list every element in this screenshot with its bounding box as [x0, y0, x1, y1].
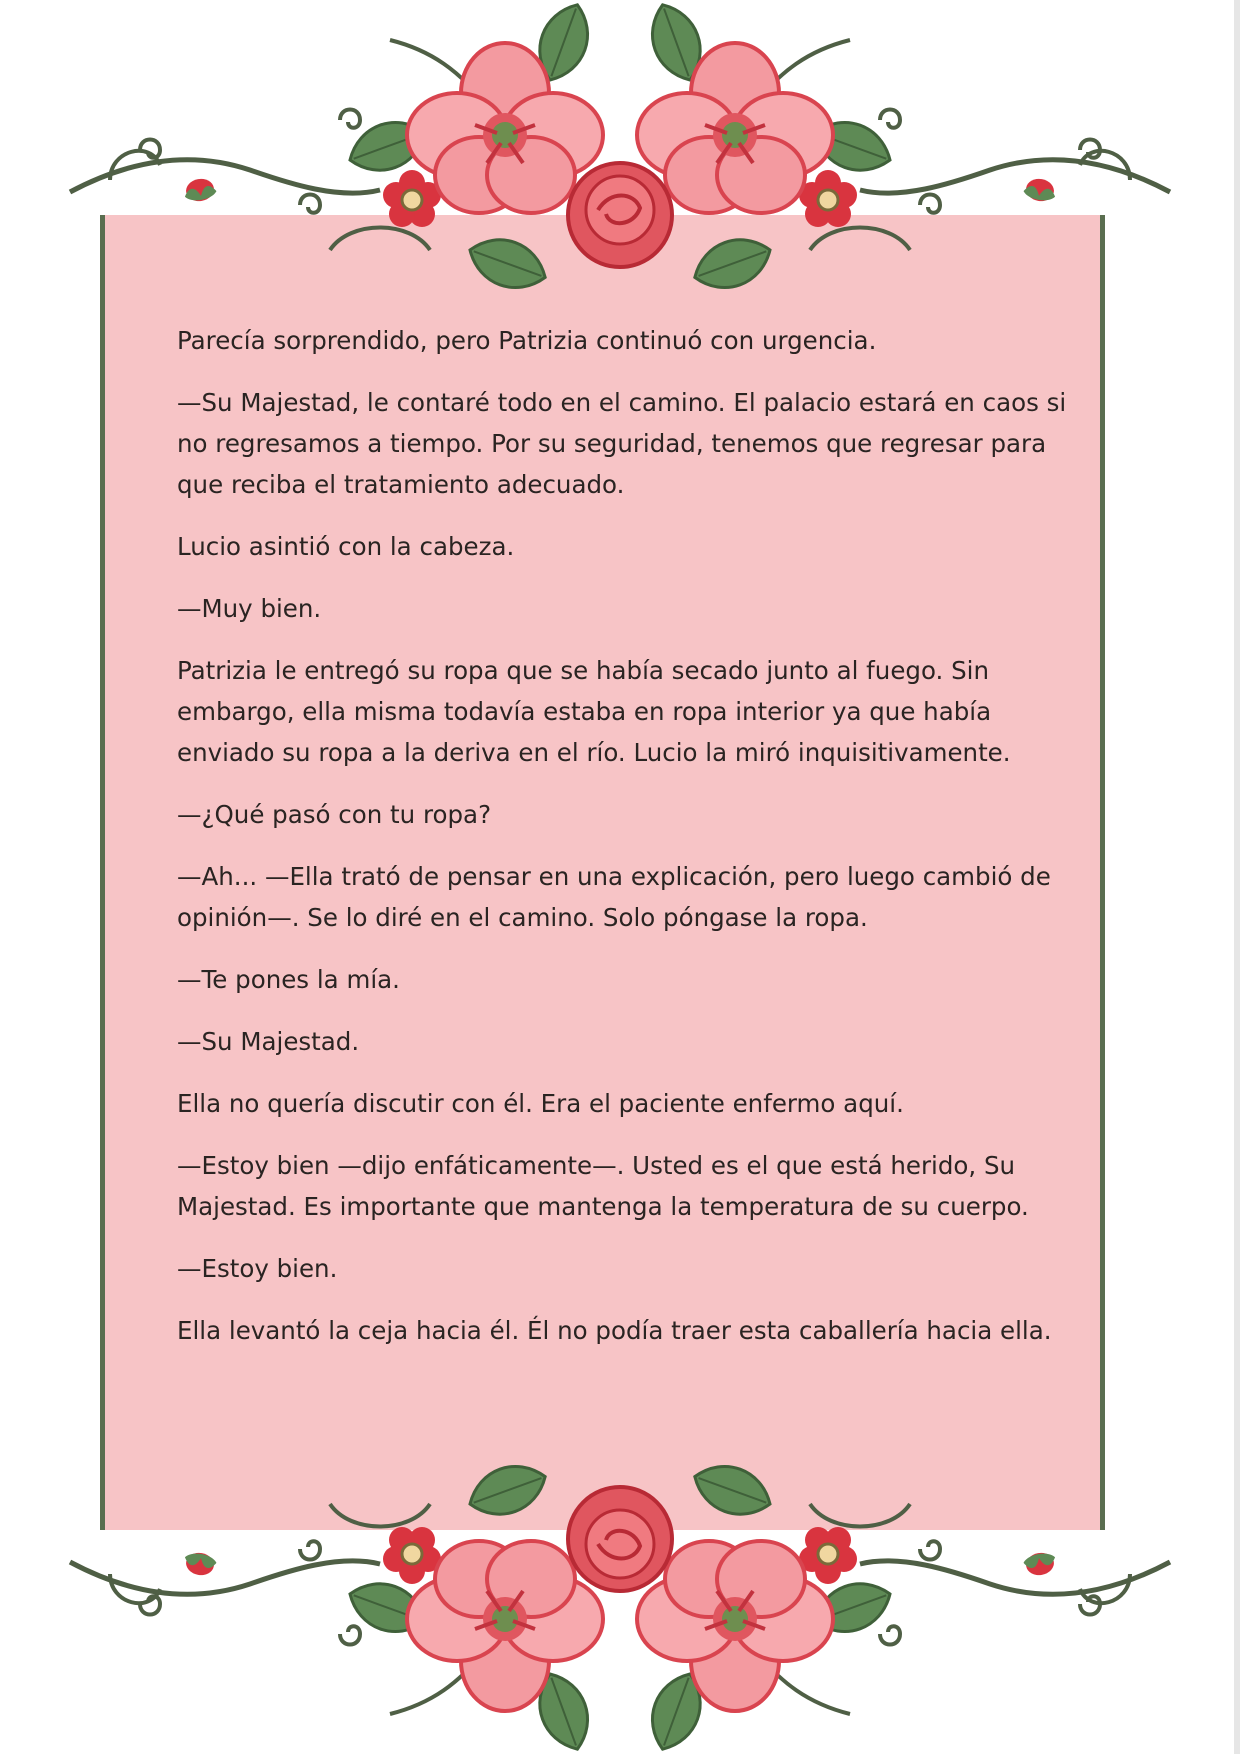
paragraph: —Su Majestad.	[177, 1027, 360, 1056]
paragraph: —Estoy bien.	[177, 1254, 338, 1283]
paragraph: —Estoy bien —dijo enfáticamente—. Usted es el que está herido, Su Majestad. Es importante que mantenga la temperatura de su cuerpo.	[177, 1151, 1029, 1221]
page-edge	[1234, 0, 1240, 1754]
paragraph: —Su Majestad, le contaré todo en el camino. El palacio estará en caos si no regresamos a tiempo. Por su seguridad, tenemos que regresar para que reciba el tratamiento adecuado.	[177, 388, 1067, 499]
paragraph: Lucio asintió con la cabeza.	[177, 532, 515, 561]
floral-ornament-top	[50, 0, 1190, 340]
paragraph: —¿Qué pasó con tu ropa?	[177, 800, 492, 829]
floral-ornament-bottom	[50, 1414, 1190, 1754]
paragraph: —Ah... —Ella trató de pensar en una explicación, pero luego cambió de opinión—. Se lo diré en el camino. Solo póngase la ropa.	[177, 862, 1051, 932]
paragraph: Parecía sorprendido, pero Patrizia continuó con urgencia.	[177, 326, 877, 355]
story-text	[177, 320, 1067, 1372]
paragraph: —Muy bien.	[177, 594, 322, 623]
paragraph: Ella levantó la ceja hacia él. Él no podía traer esta caballería hacia ella.	[177, 1316, 1052, 1345]
paragraph: —Te pones la mía.	[177, 965, 400, 994]
paragraph: Ella no quería discutir con él. Era el paciente enfermo aquí.	[177, 1089, 904, 1118]
paragraph: Patrizia le entregó su ropa que se había secado junto al fuego. Sin embargo, ella misma todavía estaba en ropa interior ya que había enviado su ropa a la deriva en el río. Lucio la miró inquisitivamente.	[177, 656, 1011, 767]
